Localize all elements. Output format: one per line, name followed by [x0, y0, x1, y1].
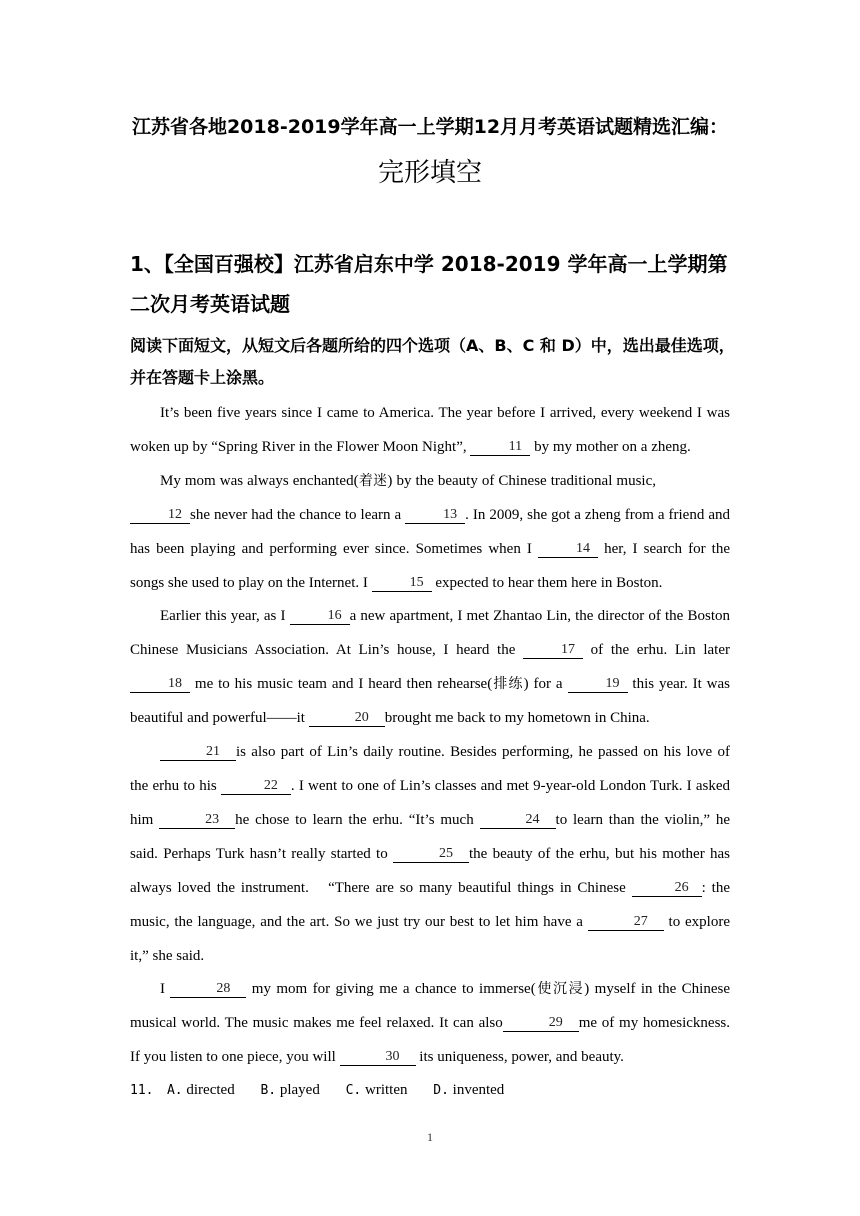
blank-21: 21 — [160, 744, 236, 761]
paragraph-4: 21 is also part of Lin’s daily routine. Besides performing, he passed on his love of the erhu to his 22 . I went to one of Lin’s classes and met 9-year-old London Turk. I asked him 23 he chose to learn the erhu. “It’s much 24 to learn than the violin,” he said. Perhaps Turk hasn’t really started to 25 the beauty of the erhu, but his mother has always loved the instrument. “There are so many beautiful things in Chinese 26 : the music, the language, and the art. So we just try our best to let him have a 27 to explore it,” she said. — [130, 744, 731, 964]
blank-29: 29 — [503, 1015, 579, 1032]
paragraph-1: It’s been five years since I came to America. The year before I arrived, every weekend I was woken up by “Spring River in the Flower Moon Night”, 11 by my mother on a zheng. — [130, 405, 730, 455]
blank-20: 20 — [309, 710, 385, 727]
blank-28: 28 — [170, 981, 246, 998]
option-d[interactable]: D. invented — [433, 1082, 505, 1098]
blank-22: 22 — [221, 778, 291, 795]
option-c[interactable]: C. written — [345, 1082, 408, 1098]
question-11 — [130, 1078, 730, 1103]
blank-24: 24 — [480, 812, 556, 829]
section-heading: 1、【全国百强校】江苏省启东中学 2018-2019 学年高一上学期第二次月考英语试题 — [130, 252, 728, 316]
blank-25: 25 — [393, 846, 469, 863]
blank-17: 17 — [523, 642, 583, 659]
blank-16: 16 — [290, 608, 350, 625]
blank-15: 15 — [372, 575, 432, 592]
instruction-text: 阅读下面短文，从短文后各题所给的四个选项（A、B、C 和 D）中，选出最佳选项，并在答题卡上涂黑。 — [130, 336, 735, 387]
blank-13: 13 — [405, 507, 465, 524]
blank-30: 30 — [340, 1049, 416, 1066]
document-title: 江苏省各地2018-2019学年高一上学期12月月考英语试题精选汇编： — [131, 116, 729, 138]
blank-12: 12 — [130, 507, 190, 524]
blank-26: 26 — [632, 880, 702, 897]
blank-19: 19 — [568, 676, 628, 693]
paragraph-2: My mom was always enchanted(着迷) by the beauty of Chinese traditional music, 12 she never had the chance to learn a 13 . In 2009, she got a zheng from a friend and has been playing and performing ever since. Sometimes when I 14 her, I search for the songs she used to play on the Internet. I 15 expected to hear them here in Boston. — [130, 472, 730, 591]
blank-18: 18 — [130, 676, 190, 693]
option-b[interactable]: B. played — [260, 1082, 320, 1098]
blank-27: 27 — [588, 914, 664, 931]
blank-11: 11 — [470, 439, 530, 456]
cloze-passage — [130, 397, 730, 1075]
blank-23: 23 — [159, 812, 235, 829]
paragraph-3: Earlier this year, as I 16 a new apartment, I met Zhantao Lin, the director of the Boston Chinese Musicians Association. At Lin’s house, I heard the 17 of the erhu. Lin later 18 me to his music team and I heard then rehearse(排练) for a 19 this year. It was beautiful and powerful——it 20 brought me back to my hometown in China. — [130, 608, 730, 727]
question-number: 11. — [130, 1083, 154, 1098]
option-a[interactable]: A. directed — [166, 1082, 235, 1098]
paragraph-5: I 28 my mom for giving me a chance to immerse(使沉浸) myself in the Chinese musical world. The music makes me feel relaxed. It can also 29 me of my homesickness. If you listen to one piece, you will 30 its uniqueness, power, and beauty. — [130, 981, 731, 1066]
blank-14: 14 — [538, 541, 598, 558]
document-subtitle: 完形填空 — [377, 158, 482, 188]
page-number: 1 — [427, 1130, 433, 1144]
